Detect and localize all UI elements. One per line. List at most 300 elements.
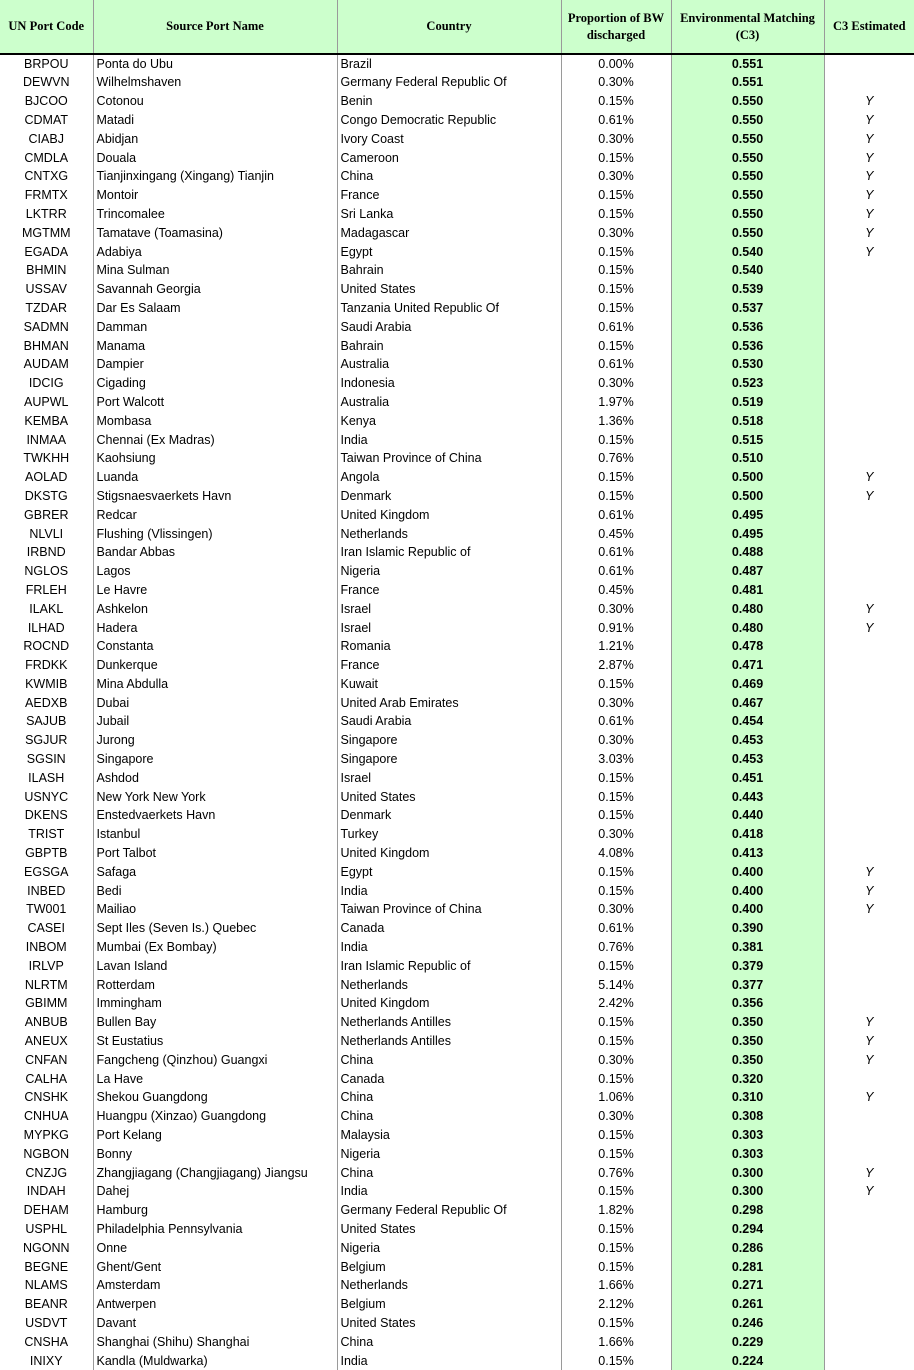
table-header [0, 0, 914, 54]
proportion-bw-discharged-cell: 0.61% [561, 712, 671, 731]
c3-estimated-cell [824, 637, 914, 656]
source-port-name-cell: Kandla (Muldwarka) [93, 1351, 337, 1370]
un-port-code-cell: EGSGA [0, 862, 93, 881]
source-port-name-cell: Huangpu (Xinzao) Guangdong [93, 1107, 337, 1126]
un-port-code-cell: EGADA [0, 242, 93, 261]
proportion-bw-discharged-cell: 2.42% [561, 994, 671, 1013]
source-port-name-cell: Shanghai (Shihu) Shanghai [93, 1332, 337, 1351]
c3-estimated-cell [824, 693, 914, 712]
country-cell: Nigeria [337, 1144, 561, 1163]
un-port-code-cell: CNFAN [0, 1050, 93, 1069]
country-cell: Cameroon [337, 148, 561, 167]
environmental-matching-c3-cell: 0.390 [671, 919, 824, 938]
proportion-bw-discharged-cell: 0.15% [561, 242, 671, 261]
country-cell: Indonesia [337, 374, 561, 393]
country-cell: Israel [337, 618, 561, 637]
un-port-code-cell: TZDAR [0, 299, 93, 318]
country-cell: China [337, 1163, 561, 1182]
environmental-matching-c3-cell: 0.451 [671, 768, 824, 787]
c3-estimated-cell: Y [865, 112, 874, 127]
table-row [0, 242, 914, 261]
country-cell: Netherlands [337, 975, 561, 994]
environmental-matching-c3-cell: 0.286 [671, 1238, 824, 1257]
proportion-bw-discharged-cell: 3.03% [561, 750, 671, 769]
proportion-bw-discharged-cell: 0.30% [561, 731, 671, 750]
source-port-name-cell: Mumbai (Ex Bombay) [93, 938, 337, 957]
un-port-code-cell: TW001 [0, 900, 93, 919]
c3-estimated-cell: Y [865, 1184, 874, 1199]
country-cell: Germany Federal Republic Of [337, 73, 561, 92]
un-port-code-cell: GBPTB [0, 844, 93, 863]
source-port-name-cell: Stigsnaesvaerkets Havn [93, 487, 337, 506]
table-row [0, 299, 914, 318]
country-cell: Netherlands [337, 524, 561, 543]
environmental-matching-c3-cell: 0.320 [671, 1069, 824, 1088]
table-row [0, 1050, 914, 1069]
table-row [0, 487, 914, 506]
environmental-matching-c3-cell: 0.454 [671, 712, 824, 731]
country-cell: United States [337, 787, 561, 806]
environmental-matching-c3-cell: 0.310 [671, 1088, 824, 1107]
table-row [0, 449, 914, 468]
c3-estimated-cell [824, 505, 914, 524]
table-row [0, 167, 914, 186]
un-port-code-cell: SADMN [0, 317, 93, 336]
source-port-name-cell: Flushing (Vlissingen) [93, 524, 337, 543]
proportion-bw-discharged-cell: 0.45% [561, 524, 671, 543]
un-port-code-cell: KWMIB [0, 675, 93, 694]
proportion-bw-discharged-cell: 0.30% [561, 825, 671, 844]
un-port-code-cell: INDAH [0, 1182, 93, 1201]
environmental-matching-c3-cell: 0.453 [671, 731, 824, 750]
c3-estimated-cell: Y [865, 1052, 874, 1067]
un-port-code-cell: SAJUB [0, 712, 93, 731]
environmental-matching-c3-cell: 0.480 [671, 599, 824, 618]
environmental-matching-c3-cell: 0.551 [671, 54, 824, 73]
c3-estimated-cell [824, 411, 914, 430]
source-port-name-cell: Immingham [93, 994, 337, 1013]
proportion-bw-discharged-cell: 1.66% [561, 1332, 671, 1351]
proportion-bw-discharged-cell: 0.30% [561, 599, 671, 618]
table-row [0, 787, 914, 806]
c3-estimated-cell [824, 750, 914, 769]
un-port-code-cell: USNYC [0, 787, 93, 806]
proportion-bw-discharged-cell: 0.15% [561, 205, 671, 224]
proportion-bw-discharged-cell: 1.21% [561, 637, 671, 656]
source-port-name-cell: Kaohsiung [93, 449, 337, 468]
proportion-bw-discharged-cell: 0.91% [561, 618, 671, 637]
un-port-code-cell: NLRTM [0, 975, 93, 994]
source-port-name-cell: Dubai [93, 693, 337, 712]
environmental-matching-c3-cell: 0.467 [671, 693, 824, 712]
c3-estimated-cell [824, 543, 914, 562]
proportion-bw-discharged-cell: 0.76% [561, 449, 671, 468]
table-row [0, 411, 914, 430]
c3-estimated-cell [824, 1107, 914, 1126]
source-port-name-cell: Enstedvaerkets Havn [93, 806, 337, 825]
header-row [0, 0, 914, 54]
source-port-name-cell: Fangcheng (Qinzhou) Guangxi [93, 1050, 337, 1069]
table-row [0, 768, 914, 787]
c3-estimated-cell [824, 1069, 914, 1088]
country-cell: Canada [337, 919, 561, 938]
proportion-bw-discharged-cell: 0.61% [561, 355, 671, 374]
environmental-matching-c3-cell: 0.261 [671, 1295, 824, 1314]
table-row [0, 675, 914, 694]
source-port-name-cell: Tamatave (Toamasina) [93, 223, 337, 242]
un-port-code-cell: CNSHK [0, 1088, 93, 1107]
c3-estimated-cell [824, 975, 914, 994]
un-port-code-cell: INBED [0, 881, 93, 900]
table-row [0, 111, 914, 130]
country-cell: France [337, 656, 561, 675]
un-port-code-cell: CIABJ [0, 129, 93, 148]
c3-estimated-cell [824, 562, 914, 581]
country-cell: United States [337, 1314, 561, 1333]
proportion-bw-discharged-cell: 0.15% [561, 862, 671, 881]
source-port-name-cell: Davant [93, 1314, 337, 1333]
un-port-code-cell: ANEUX [0, 1032, 93, 1051]
table-row [0, 844, 914, 863]
proportion-bw-discharged-cell: 0.30% [561, 1050, 671, 1069]
c3-estimated-cell: Y [865, 488, 874, 503]
proportion-bw-discharged-cell: 1.36% [561, 411, 671, 430]
source-port-name-cell: Adabiya [93, 242, 337, 261]
un-port-code-cell: BEGNE [0, 1257, 93, 1276]
environmental-matching-c3-cell: 0.550 [671, 148, 824, 167]
country-cell: Kenya [337, 411, 561, 430]
environmental-matching-c3-cell: 0.550 [671, 186, 824, 205]
un-port-code-cell: DEWVN [0, 73, 93, 92]
proportion-bw-discharged-cell: 0.61% [561, 317, 671, 336]
c3-estimated-cell [824, 844, 914, 863]
source-port-name-cell: Lagos [93, 562, 337, 581]
source-port-name-cell: Abidjan [93, 129, 337, 148]
proportion-bw-discharged-cell: 0.15% [561, 956, 671, 975]
c3-estimated-cell [824, 355, 914, 374]
table-row [0, 637, 914, 656]
table-row [0, 374, 914, 393]
environmental-matching-c3-cell: 0.453 [671, 750, 824, 769]
country-cell: India [337, 1351, 561, 1370]
c3-estimated-cell [824, 1257, 914, 1276]
proportion-bw-discharged-cell: 2.87% [561, 656, 671, 675]
table-row [0, 205, 914, 224]
country-cell: France [337, 186, 561, 205]
source-port-name-cell: Jubail [93, 712, 337, 731]
proportion-bw-discharged-cell: 0.30% [561, 167, 671, 186]
source-port-name-cell: Mina Abdulla [93, 675, 337, 694]
environmental-matching-c3-cell: 0.481 [671, 581, 824, 600]
source-port-name-cell: Damman [93, 317, 337, 336]
un-port-code-cell: GBIMM [0, 994, 93, 1013]
environmental-matching-c3-cell: 0.500 [671, 487, 824, 506]
country-cell: Benin [337, 92, 561, 111]
un-port-code-cell: CDMAT [0, 111, 93, 130]
environmental-matching-c3-cell: 0.381 [671, 938, 824, 957]
un-port-code-cell: FRMTX [0, 186, 93, 205]
proportion-bw-discharged-cell: 0.61% [561, 111, 671, 130]
c3-estimated-cell [824, 581, 914, 600]
un-port-code-cell: CNTXG [0, 167, 93, 186]
proportion-bw-discharged-cell: 0.15% [561, 430, 671, 449]
table-row [0, 994, 914, 1013]
c3-estimated-cell: Y [865, 225, 874, 240]
environmental-matching-c3-cell: 0.495 [671, 505, 824, 524]
un-port-code-cell: CASEI [0, 919, 93, 938]
un-port-code-cell: AUDAM [0, 355, 93, 374]
proportion-bw-discharged-cell: 0.76% [561, 1163, 671, 1182]
source-port-name-cell: Savannah Georgia [93, 280, 337, 299]
source-port-name-cell: Bandar Abbas [93, 543, 337, 562]
proportion-bw-discharged-cell: 0.15% [561, 1182, 671, 1201]
country-cell: Egypt [337, 242, 561, 261]
environmental-matching-c3-cell: 0.356 [671, 994, 824, 1013]
c3-estimated-cell [824, 1144, 914, 1163]
environmental-matching-c3-cell: 0.294 [671, 1220, 824, 1239]
proportion-bw-discharged-cell: 0.15% [561, 1238, 671, 1257]
un-port-code-cell: IDCIG [0, 374, 93, 393]
source-port-name-cell: St Eustatius [93, 1032, 337, 1051]
table-row [0, 1032, 914, 1051]
country-cell: Denmark [337, 806, 561, 825]
country-cell: Nigeria [337, 562, 561, 581]
proportion-bw-discharged-cell: 0.15% [561, 92, 671, 111]
source-port-name-cell: Chennai (Ex Madras) [93, 430, 337, 449]
environmental-matching-c3-cell: 0.518 [671, 411, 824, 430]
table-row [0, 280, 914, 299]
col-source-port-name-header: Source Port Name [93, 0, 337, 54]
source-port-name-cell: Matadi [93, 111, 337, 130]
table-row [0, 1351, 914, 1370]
table-row [0, 693, 914, 712]
un-port-code-cell: BEANR [0, 1295, 93, 1314]
proportion-bw-discharged-cell: 0.76% [561, 938, 671, 957]
c3-estimated-cell: Y [865, 601, 874, 616]
proportion-bw-discharged-cell: 0.15% [561, 1032, 671, 1051]
country-cell: China [337, 1107, 561, 1126]
country-cell: Singapore [337, 750, 561, 769]
environmental-matching-c3-cell: 0.379 [671, 956, 824, 975]
c3-estimated-cell [824, 280, 914, 299]
country-cell: India [337, 938, 561, 957]
environmental-matching-c3-cell: 0.350 [671, 1032, 824, 1051]
country-cell: Nigeria [337, 1238, 561, 1257]
c3-estimated-cell [824, 768, 914, 787]
table-row [0, 1088, 914, 1107]
c3-estimated-cell [824, 261, 914, 280]
c3-estimated-cell: Y [865, 620, 874, 635]
un-port-code-cell: NLAMS [0, 1276, 93, 1295]
un-port-code-cell: FRDKK [0, 656, 93, 675]
un-port-code-cell: NGONN [0, 1238, 93, 1257]
environmental-matching-c3-cell: 0.443 [671, 787, 824, 806]
environmental-matching-c3-cell: 0.551 [671, 73, 824, 92]
table-body [0, 54, 914, 1370]
environmental-matching-c3-cell: 0.298 [671, 1201, 824, 1220]
environmental-matching-c3-cell: 0.550 [671, 129, 824, 148]
c3-estimated-cell [824, 956, 914, 975]
country-cell: United Kingdom [337, 994, 561, 1013]
environmental-matching-c3-cell: 0.536 [671, 336, 824, 355]
environmental-matching-c3-cell: 0.540 [671, 261, 824, 280]
source-port-name-cell: Trincomalee [93, 205, 337, 224]
c3-estimated-cell [824, 675, 914, 694]
proportion-bw-discharged-cell: 0.15% [561, 768, 671, 787]
table-row [0, 1276, 914, 1295]
country-cell: United States [337, 280, 561, 299]
c3-estimated-cell [824, 73, 914, 92]
un-port-code-cell: DKSTG [0, 487, 93, 506]
table-row [0, 148, 914, 167]
source-port-name-cell: Bullen Bay [93, 1013, 337, 1032]
country-cell: Saudi Arabia [337, 317, 561, 336]
c3-estimated-cell [824, 336, 914, 355]
country-cell: Netherlands Antilles [337, 1032, 561, 1051]
table-row [0, 975, 914, 994]
c3-estimated-cell [824, 1332, 914, 1351]
environmental-matching-c3-cell: 0.418 [671, 825, 824, 844]
table-row [0, 599, 914, 618]
environmental-matching-c3-cell: 0.510 [671, 449, 824, 468]
country-cell: Belgium [337, 1295, 561, 1314]
table-row [0, 1220, 914, 1239]
source-port-name-cell: Dar Es Salaam [93, 299, 337, 318]
proportion-bw-discharged-cell: 0.15% [561, 1013, 671, 1032]
col-country-header: Country [337, 0, 561, 54]
proportion-bw-discharged-cell: 0.15% [561, 487, 671, 506]
source-port-name-cell: Cotonou [93, 92, 337, 111]
col-c3-estimated-header: C3 Estimated [824, 0, 914, 54]
c3-estimated-cell [824, 430, 914, 449]
country-cell: Belgium [337, 1257, 561, 1276]
environmental-matching-c3-cell: 0.350 [671, 1050, 824, 1069]
country-cell: Netherlands [337, 1276, 561, 1295]
source-port-name-cell: Le Havre [93, 581, 337, 600]
environmental-matching-c3-cell: 0.224 [671, 1351, 824, 1370]
country-cell: Sri Lanka [337, 205, 561, 224]
table-row [0, 1238, 914, 1257]
table-row [0, 223, 914, 242]
proportion-bw-discharged-cell: 0.30% [561, 223, 671, 242]
source-port-name-cell: Ponta do Ubu [93, 54, 337, 73]
proportion-bw-discharged-cell: 0.30% [561, 374, 671, 393]
proportion-bw-discharged-cell: 0.15% [561, 261, 671, 280]
country-cell: China [337, 167, 561, 186]
table-row [0, 1295, 914, 1314]
table-row [0, 806, 914, 825]
source-port-name-cell: Philadelphia Pennsylvania [93, 1220, 337, 1239]
c3-estimated-cell [824, 919, 914, 938]
source-port-name-cell: Onne [93, 1238, 337, 1257]
table-row [0, 1069, 914, 1088]
proportion-bw-discharged-cell: 1.06% [561, 1088, 671, 1107]
country-cell: Denmark [337, 487, 561, 506]
source-port-name-cell: Amsterdam [93, 1276, 337, 1295]
source-port-name-cell: Hamburg [93, 1201, 337, 1220]
environmental-matching-c3-cell: 0.440 [671, 806, 824, 825]
source-port-name-cell: Douala [93, 148, 337, 167]
proportion-bw-discharged-cell: 1.66% [561, 1276, 671, 1295]
un-port-code-cell: MYPKG [0, 1126, 93, 1145]
un-port-code-cell: USSAV [0, 280, 93, 299]
proportion-bw-discharged-cell: 0.15% [561, 806, 671, 825]
proportion-bw-discharged-cell: 0.15% [561, 1144, 671, 1163]
col-environmental-matching-header: Environmental Matching (C3) [671, 0, 824, 54]
table-row [0, 73, 914, 92]
proportion-bw-discharged-cell: 0.15% [561, 468, 671, 487]
country-cell: Israel [337, 599, 561, 618]
proportion-bw-discharged-cell: 0.15% [561, 1069, 671, 1088]
c3-estimated-cell [824, 1351, 914, 1370]
source-port-name-cell: Dampier [93, 355, 337, 374]
environmental-matching-c3-cell: 0.495 [671, 524, 824, 543]
source-port-name-cell: Montoir [93, 186, 337, 205]
proportion-bw-discharged-cell: 0.45% [561, 581, 671, 600]
un-port-code-cell: CNHUA [0, 1107, 93, 1126]
c3-estimated-cell [824, 656, 914, 675]
environmental-matching-c3-cell: 0.400 [671, 900, 824, 919]
source-port-name-cell: Mailiao [93, 900, 337, 919]
proportion-bw-discharged-cell: 0.15% [561, 1314, 671, 1333]
source-port-name-cell: Mombasa [93, 411, 337, 430]
source-port-name-cell: Jurong [93, 731, 337, 750]
country-cell: Bahrain [337, 336, 561, 355]
c3-estimated-cell [824, 317, 914, 336]
country-cell: Bahrain [337, 261, 561, 280]
proportion-bw-discharged-cell: 1.82% [561, 1201, 671, 1220]
environmental-matching-c3-cell: 0.487 [671, 562, 824, 581]
table-row [0, 731, 914, 750]
un-port-code-cell: TWKHH [0, 449, 93, 468]
proportion-bw-discharged-cell: 0.15% [561, 186, 671, 205]
c3-estimated-cell [824, 1295, 914, 1314]
environmental-matching-c3-cell: 0.550 [671, 167, 824, 186]
country-cell: United Kingdom [337, 844, 561, 863]
source-port-name-cell: Port Walcott [93, 393, 337, 412]
source-port-name-cell: Hadera [93, 618, 337, 637]
c3-estimated-cell: Y [865, 188, 874, 203]
environmental-matching-c3-cell: 0.480 [671, 618, 824, 637]
country-cell: China [337, 1088, 561, 1107]
country-cell: France [337, 581, 561, 600]
proportion-bw-discharged-cell: 0.61% [561, 919, 671, 938]
c3-estimated-cell [824, 731, 914, 750]
un-port-code-cell: BJCOO [0, 92, 93, 111]
table-row [0, 750, 914, 769]
source-port-name-cell: Port Talbot [93, 844, 337, 863]
country-cell: Angola [337, 468, 561, 487]
country-cell: China [337, 1332, 561, 1351]
un-port-code-cell: DEHAM [0, 1201, 93, 1220]
environmental-matching-c3-cell: 0.537 [671, 299, 824, 318]
source-port-name-cell: Rotterdam [93, 975, 337, 994]
environmental-matching-c3-cell: 0.229 [671, 1332, 824, 1351]
environmental-matching-c3-cell: 0.400 [671, 881, 824, 900]
c3-estimated-cell: Y [865, 1165, 874, 1180]
country-cell: Singapore [337, 731, 561, 750]
c3-estimated-cell [824, 938, 914, 957]
c3-estimated-cell [824, 994, 914, 1013]
proportion-bw-discharged-cell: 0.61% [561, 505, 671, 524]
environmental-matching-c3-cell: 0.400 [671, 862, 824, 881]
un-port-code-cell: IRLVP [0, 956, 93, 975]
un-port-code-cell: FRLEH [0, 581, 93, 600]
un-port-code-cell: NLVLI [0, 524, 93, 543]
table-row [0, 712, 914, 731]
table-row [0, 468, 914, 487]
table-row [0, 862, 914, 881]
